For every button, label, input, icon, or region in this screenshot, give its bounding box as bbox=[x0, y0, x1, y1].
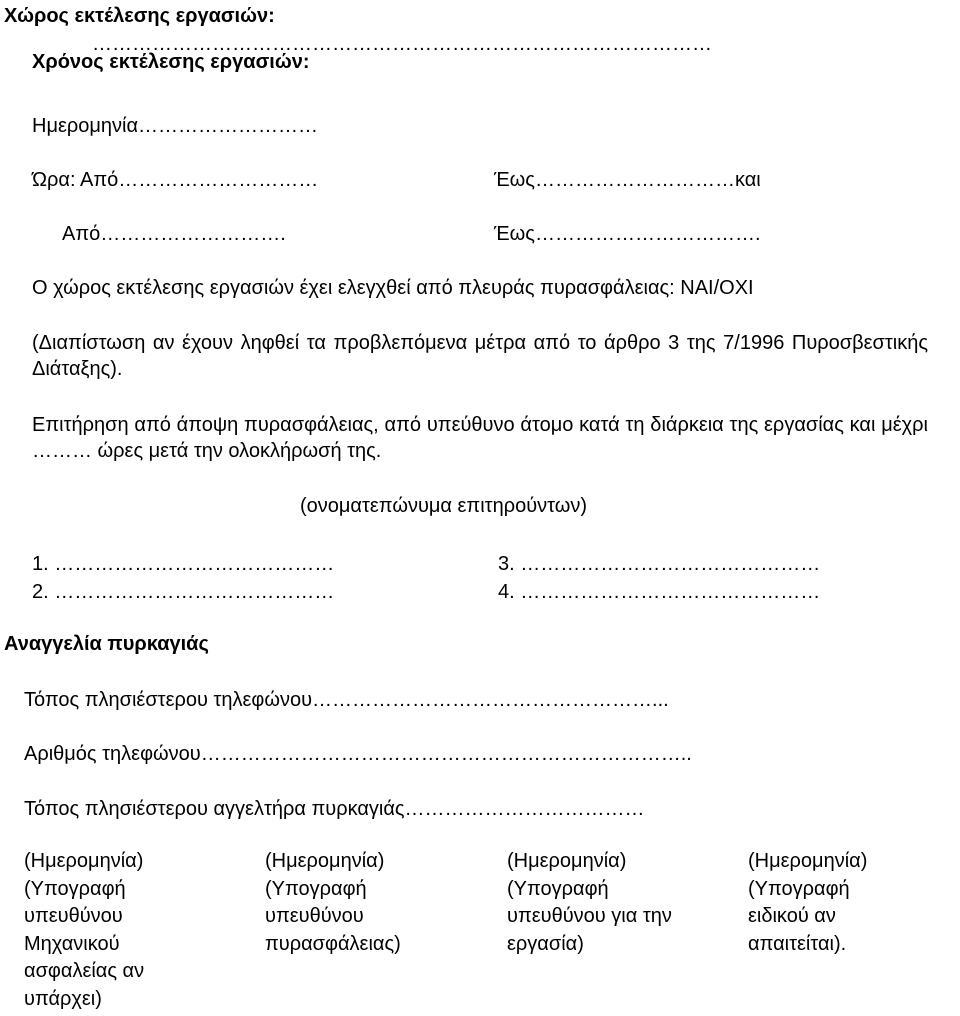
supervisor-4[interactable]: 4. ……………………………………… bbox=[498, 581, 821, 603]
signature-block-work-responsible bbox=[507, 848, 717, 958]
signature-line: απαιτείται). bbox=[748, 932, 847, 955]
signature-line: εργασία) bbox=[507, 932, 584, 955]
signature-line: υπευθύνου για την bbox=[507, 905, 672, 927]
inspection-checked-line: Ο χώρος εκτέλεσης εργασιών έχει ελεγχθεί από πλευράς πυρασφάλειας: ΝΑΙ/ΟΧΙ bbox=[32, 277, 754, 299]
supervisors-label: (ονοματεπώνυμα επιτηρούντων) bbox=[300, 495, 588, 517]
nearest-phone-line[interactable]: Τόπος πλησιέστερου τηλεφώνου……………………………………………... bbox=[24, 689, 669, 711]
signature-line: (Ημερομηνία) bbox=[24, 850, 144, 872]
phone-number-line[interactable]: Αριθμός τηλεφώνου……………………………………………………………….. bbox=[24, 743, 692, 765]
signature-block-safety-engineer bbox=[24, 848, 234, 1013]
signature-line: (Ημερομηνία) bbox=[748, 850, 868, 872]
signature-line: (Ημερομηνία) bbox=[507, 850, 627, 872]
signature-line: πυρασφάλειας) bbox=[265, 932, 401, 955]
signature-block-specialist bbox=[748, 848, 958, 958]
signature-line: (Υπογραφή bbox=[748, 877, 850, 900]
time2-to[interactable]: Έως……………………………. bbox=[494, 223, 761, 245]
supervision-text: Επιτήρηση από άποψη πυρασφάλειας, από υπεύθυνο άτομο κατά τη διάρκεια της εργασίας και μέχρι ……… ώρες μετά την ολοκλήρωσή της. bbox=[32, 414, 928, 462]
time1-from[interactable]: Ώρα: Από………………………… bbox=[32, 169, 319, 191]
signature-line: υπάρχει) bbox=[24, 987, 102, 1010]
signature-line: Μηχανικού bbox=[24, 932, 120, 955]
time1-to[interactable]: Έως…………………………και bbox=[494, 169, 761, 191]
signature-line: ειδικού αν bbox=[748, 905, 836, 927]
signature-line: υπευθύνου bbox=[24, 905, 123, 927]
signature-block-fire-safety bbox=[265, 848, 475, 958]
time2-from[interactable]: Από………………………. bbox=[62, 223, 286, 245]
signature-line: υπευθύνου bbox=[265, 905, 364, 927]
work-place-dots[interactable]: ………………………………………………………………………………… bbox=[92, 33, 712, 55]
signature-line: (Υπογραφή bbox=[265, 877, 367, 900]
work-place-heading: Χώρος εκτέλεσης εργασιών: bbox=[4, 5, 275, 27]
nearest-alarm-line[interactable]: Τόπος πλησιέστερου αγγελτήρα πυρκαγιάς……………………………… bbox=[24, 798, 645, 820]
measures-note: (Διαπίστωση αν έχουν ληφθεί τα προβλεπόμενα μέτρα από το άρθρο 3 της 7/1996 Πυροσβεστικής Διάταξης). bbox=[32, 332, 928, 380]
supervisor-1[interactable]: 1. …………………………………… bbox=[32, 553, 335, 575]
fire-alarm-heading: Αναγγελία πυρκαγιάς bbox=[4, 633, 209, 655]
signature-line: (Υπογραφή bbox=[507, 877, 609, 900]
supervisor-2[interactable]: 2. …………………………………… bbox=[32, 581, 335, 603]
date-line[interactable]: Ημερομηνία……………………… bbox=[32, 115, 319, 137]
signature-line: ασφαλείας αν bbox=[24, 960, 145, 982]
signature-line: (Υπογραφή bbox=[24, 877, 126, 900]
signature-line: (Ημερομηνία) bbox=[265, 850, 385, 872]
work-time-heading: Χρόνος εκτέλεσης εργασιών: bbox=[32, 51, 310, 73]
supervisor-3[interactable]: 3. ……………………………………… bbox=[498, 553, 821, 575]
